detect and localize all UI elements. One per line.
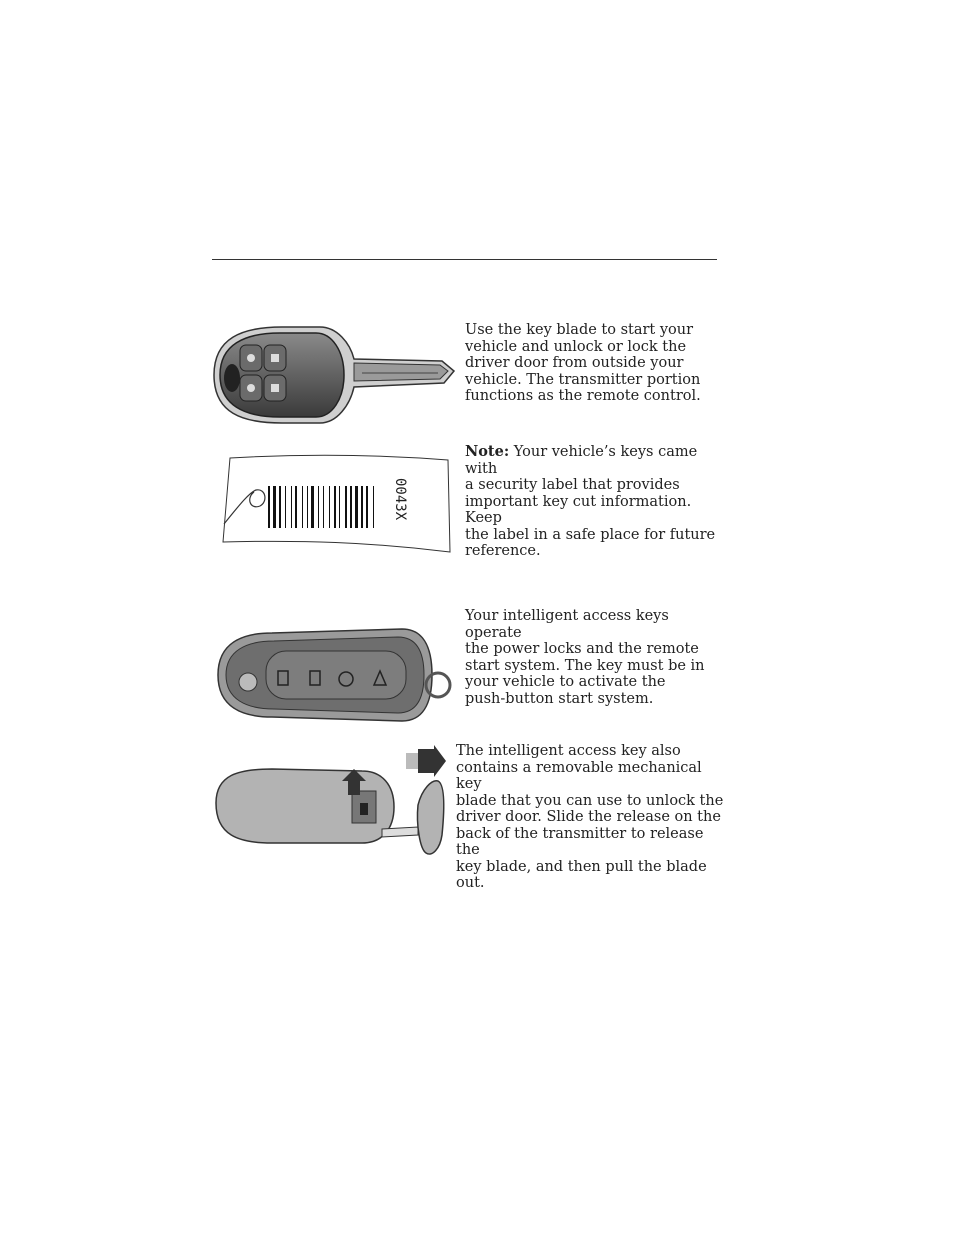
barcode-bar (361, 486, 363, 528)
barcode-bar (311, 486, 314, 528)
barcode-bar (279, 486, 281, 528)
barcode-bar (285, 486, 286, 528)
mechanical-blade-text: The intelligent access key also contains a removable mechanical key blade that you can use to unlock the driver door. Slide the release on the back of the transmitter to release the key blade, and then pull the blade out. (456, 743, 724, 891)
barcode-bar (355, 486, 358, 528)
arrow-icon (406, 745, 446, 777)
key-with-remote-icon (212, 323, 455, 428)
intelligent-key-text: Your intelligent access keys operate the power locks and the remote start system. The key must be in your vehicle to activate the push-button start system. (465, 608, 705, 707)
barcode-bar (366, 486, 368, 528)
barcode-bar (307, 486, 308, 528)
barcode-bar (318, 486, 319, 528)
barcode-bar (273, 486, 276, 528)
barcode-bar (295, 486, 297, 528)
key-blade-release-icon (212, 745, 452, 863)
note-text: Your vehicle’s keys came with a security label that provides important key cut information. Keep the label in a safe place for future reference. (465, 444, 716, 559)
intelligent-access-key-icon (212, 625, 455, 725)
barcode-bar (323, 486, 324, 528)
label-code: 0043X (392, 478, 408, 521)
security-label-barcode-icon (220, 454, 455, 554)
barcode-bar (268, 486, 270, 528)
security-label-text (465, 444, 725, 560)
barcode-bar (373, 486, 374, 528)
barcode-bar (334, 486, 336, 528)
note-label: Note: (465, 443, 510, 460)
barcode-bar (339, 486, 340, 528)
barcode-bar (302, 486, 303, 528)
barcode-bar (291, 486, 292, 528)
header-rule (212, 259, 717, 260)
barcode-bar (345, 486, 347, 528)
key-blade-text: Use the key blade to start your vehicle and unlock or lock the driver door from outside your vehicle. The transmitter portion functions as the remote control. (465, 322, 701, 404)
barcode-bar (329, 486, 330, 528)
barcode-bar (350, 486, 352, 528)
